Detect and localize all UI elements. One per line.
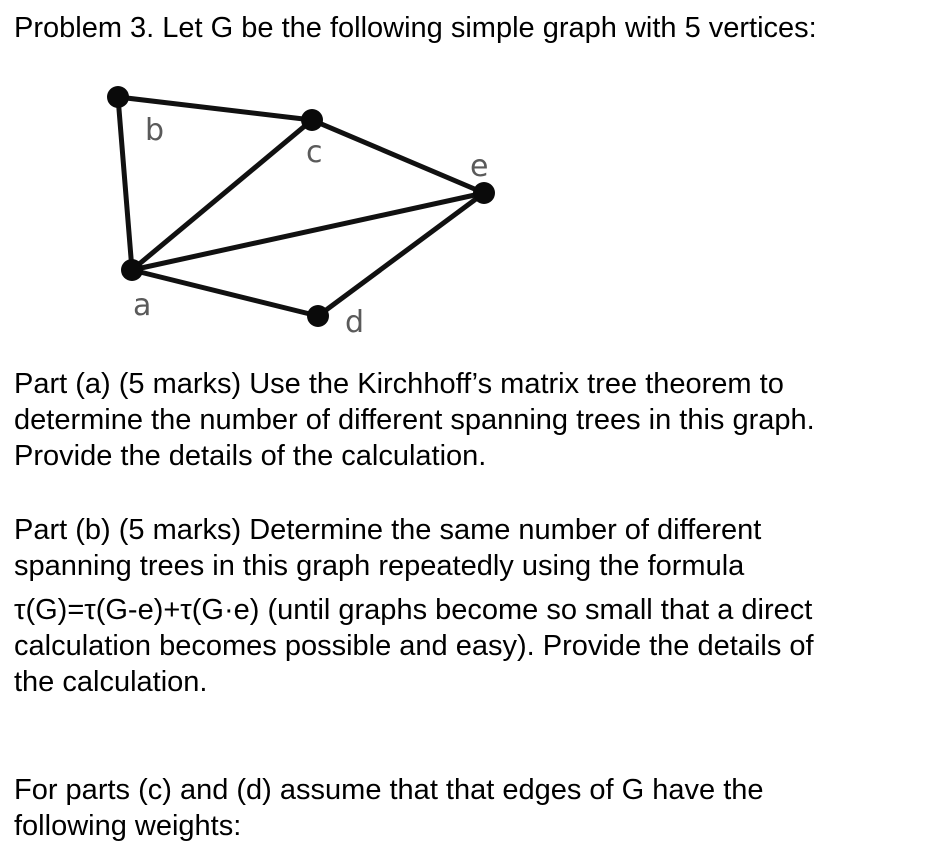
- vertex-e: [473, 182, 495, 204]
- part-b-line-1: Part (b) (5 marks) Determine the same number of different: [14, 514, 762, 546]
- vertex-a: [121, 259, 143, 281]
- vertex-label-e: e: [470, 149, 489, 184]
- vertex-label-b: b: [145, 113, 165, 148]
- edge-a-d: [132, 270, 318, 316]
- part-a-line-1: Part (a) (5 marks) Use the Kirchhoff’s matrix tree theorem to: [14, 368, 784, 400]
- vertex-d: [307, 305, 329, 327]
- part-b-line-4: calculation becomes possible and easy). Provide the details of: [14, 630, 814, 662]
- graph-edges: [118, 97, 484, 316]
- graph-figure: [0, 0, 932, 360]
- vertex-label-a: a: [133, 288, 152, 323]
- part-b-line-2: spanning trees in this graph repeatedly using the formula: [14, 550, 745, 582]
- problem-title: Problem 3. Let G be the following simple graph with 5 vertices:: [14, 12, 817, 44]
- vertex-label-c: c: [306, 135, 323, 170]
- graph-vertices: [107, 86, 495, 327]
- part-cd-line-1: For parts (c) and (d) assume that that edges of G have the: [14, 774, 764, 806]
- vertex-c: [301, 109, 323, 131]
- vertex-b: [107, 86, 129, 108]
- vertex-label-d: d: [345, 305, 365, 340]
- part-b-line-3: τ(G)=τ(G-e)+τ(G·e) (until graphs become so small that a direct: [14, 594, 813, 626]
- part-b-line-5: the calculation.: [14, 666, 208, 698]
- edge-a-b: [118, 97, 132, 270]
- part-a-line-2: determine the number of different spanning trees in this graph.: [14, 404, 815, 436]
- part-a-line-3: Provide the details of the calculation.: [14, 440, 487, 472]
- edge-c-e: [312, 120, 484, 193]
- part-cd-line-2: following weights:: [14, 810, 242, 842]
